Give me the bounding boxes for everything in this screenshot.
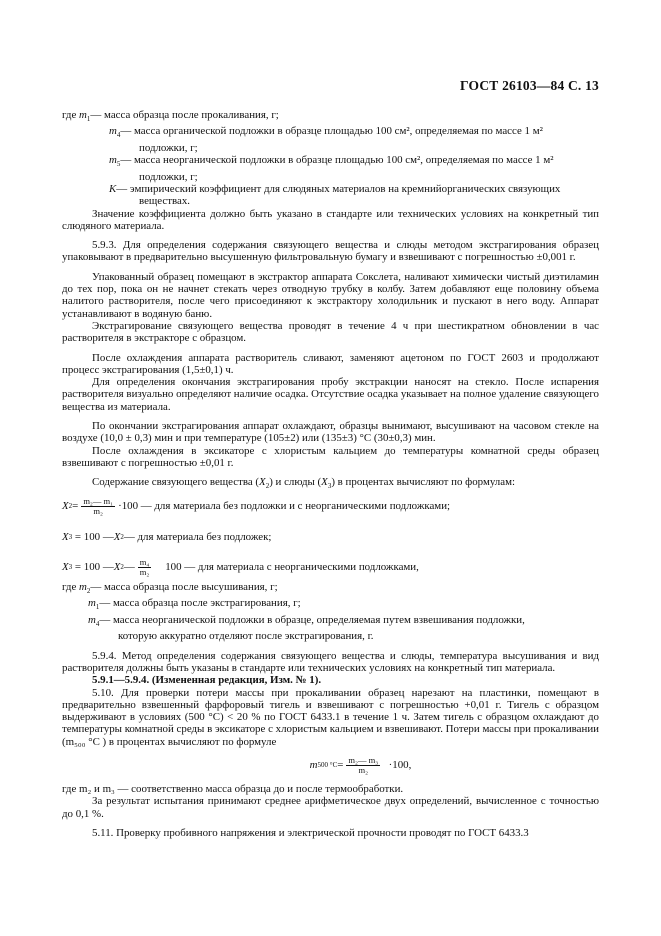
definitions-1	[62, 109, 599, 208]
paragraph: После охлаждения аппарата растворитель сливают, заменяют ацетоном по ГОСТ 2603 и продолжают процесс экстрагирования (1,5±0,1) ч.	[62, 351, 599, 376]
paragraph: За результат испытания принимают среднее арифметическое двух определений, вычисленное с точностью до 0,1 %.	[62, 795, 599, 820]
fraction: $\frac{\text{m₄}}{\text{m₂}}$	[139, 557, 150, 577]
paragraph: После охлаждения в эксикаторе с хлористым кальцием до температуры комнатной среды образец взвешивают с погрешностью ±0,01 г.	[62, 444, 599, 469]
paragraph: По окончании экстрагирования аппарат охлаждают, образцы вынимают, высушивают на часовом стекле на воздухе (10,0 ± 0,3) мин и при температуре (105±2) или (135±3) °С (30±0,3) мин.	[62, 420, 599, 445]
paragraph: 5.10. Для проверки потери массы при прокаливании образец нарезают на пластинки, помещают в предварительно взвешенный фарфоровый тигель и взвешивают с погрешностью +0,01 г. Тигель с образцом выдерживают в условиях (500 °С) < 20 % по ГОСТ 6433.1 в течение 1 ч. Затем тигель с образцом охлаждают до температуры комнатной среды в эксикаторе с хлористым кальцием и взвешивают. Потери массы при прокаливании (m₅₀₀ °С ) в процентах вычисляют по формуле	[62, 686, 599, 748]
paragraph: где m₂ и m₃ — соответственно масса образца до и после термообработки.	[62, 783, 404, 796]
formula-loss: m 500 °С = $\frac{\text{m₂— m₃}}{\text{m₂}}$ ·100,	[309, 755, 412, 776]
fraction: $\frac{\text{m₂— m₁}}{\text{m₂}}$	[83, 495, 114, 516]
def-item: $m_1—$ масса образца после экстрагирования, г;	[88, 597, 301, 612]
def-item: $m_4—$ масса органической подложки в образце площадью 100 см², определяемая по массе 1 м² подложки, г;	[109, 125, 543, 154]
formula-x3-b: X 3 = 100 — X 2 — $\frac{\text{m₄}}{\text{m₂}}$ 100 — для материала с неорганическими подложками,	[62, 557, 419, 577]
formula-x2: X 2 = $\frac{\text{m₂— m₁}}{\text{m₂}}$ ·100 — для материала без подложки и с неорганическими подложками;	[62, 495, 451, 516]
paragraph: 5.11. Проверку пробивного напряжения и электрической прочности проводят по ГОСТ 6433.3	[92, 826, 529, 839]
fraction: $\frac{\text{m₂— m₃}}{\text{m₂}}$	[348, 755, 379, 776]
def-item: $m_5—$ масса неорганической подложки в образце площадью 100 см², определяемая по массе 1 м² подложки, г;	[109, 154, 554, 183]
amendment-note: 5.9.1—5.9.4. (Измененная редакция, Изм. № 1).	[92, 674, 322, 687]
page-content	[62, 109, 599, 839]
paragraph: Упакованный образец помещают в экстрактор аппарата Сокслета, наливают химически чистый диэтиламин до тех пор, пока он не начнет стекать через отводную трубку в колбу. Затем добавляют еще половину объема налитого растворителя, после чего присоединяют к экстрактору холодильник и пускают в него воду. Аппарат устанавливают в водяную баню.	[62, 270, 599, 320]
paragraph: Для определения окончания экстрагирования пробу экстракции наносят на стекло. После испарения растворителя визуально определяют наличие осадка. Отсутствие осадка указывает на полное удаление связующего вещества из материала.	[62, 376, 599, 413]
paragraph: Содержание связующего вещества $(X_2)$ и слюды $(X_3)$ в процентах вычисляют по формулам:	[92, 476, 515, 491]
def-item: где $m_2—$ масса образца после высушивания, г;	[62, 581, 278, 596]
paragraph: 5.9.3. Для определения содержания связующего вещества и слюды методом экстрагирования образец упаковывают в предварительно высушенную фильтровальную бумагу и взвешивают с погрешностью ±0,001 г.	[62, 239, 599, 264]
paragraph: Значение коэффициента должно быть указано в стандарте или технических условиях на конкретный тип слюдяного материала.	[62, 207, 599, 232]
paragraph: 5.9.4. Метод определения содержания связующего вещества и слюды, температура высушивания и вид растворителя должны быть указаны в стандарте или технических условиях на конкретный тип материала.	[62, 649, 599, 674]
definitions-2	[62, 581, 599, 643]
page-header: ГОСТ 26103—84 С. 13	[460, 78, 599, 93]
formula-x3-a: X 3 = 100 — X 2 — для материала без подложек;	[62, 530, 272, 543]
def-item: $m_4—$ масса неорганической подложки в образце, определяемая путем взвешивания подложки, которую аккуратно отделяют после экстрагирования, г.	[88, 613, 525, 643]
def-item: где $m_1—$ масса образца после прокаливания, г;	[62, 109, 279, 124]
paragraph: Экстрагирование связующего вещества проводят в течение 4 ч при шестикратном обновлении в час растворителя в экстракторе с образцом.	[62, 319, 599, 345]
def-item: K— эмпирический коэффициент для слюдяных материалов на кремнийорганических связующих веществах.	[109, 183, 561, 208]
